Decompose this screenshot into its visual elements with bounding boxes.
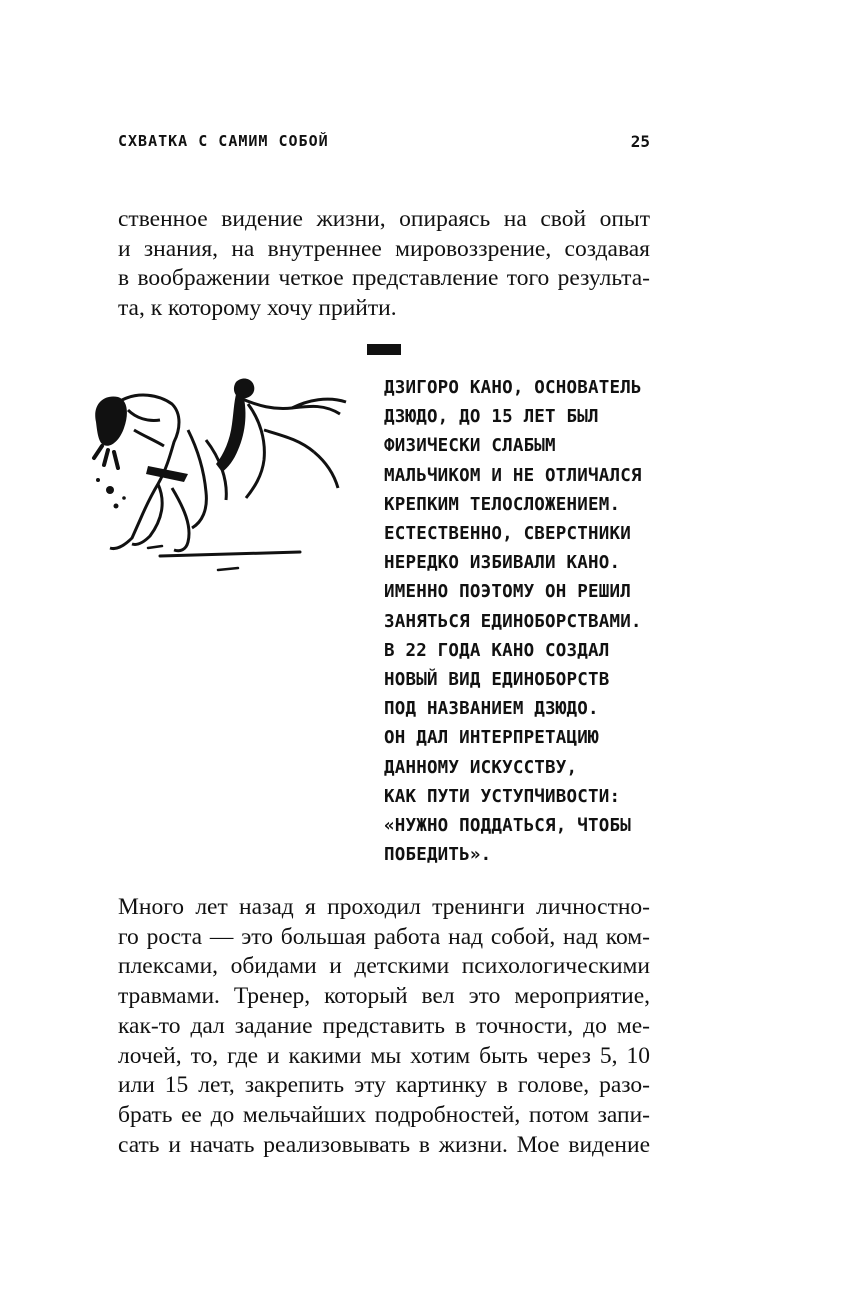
callout-line: ДЗИГОРО КАНО, ОСНОВАТЕЛЬ	[384, 378, 642, 398]
callout-line: ОН ДАЛ ИНТЕРПРЕТАЦИЮ	[384, 728, 599, 749]
text-line: и знания, на внутреннее мировоззрение, создавая	[118, 235, 650, 262]
opponent-dark-sleeve	[216, 388, 245, 472]
text-line: плексами, обидами и детскими психологическими	[118, 953, 650, 980]
text-line: или 15 лет, закрепить эту картинку в голове, разо-	[118, 1072, 650, 1099]
callout-line: КАК ПУТИ УСТУПЧИВОСТИ:	[384, 786, 621, 807]
callout-line: МАЛЬЧИКОМ И НЕ ОТЛИЧАЛСЯ	[384, 465, 642, 486]
callout-line: КРЕПКИМ ТЕЛОСЛОЖЕНИЕМ.	[384, 494, 621, 515]
callout-line: В 22 ГОДА КАНО СОЗДАЛ	[384, 640, 610, 661]
text-line: как-то дал задание представить в точности, до ме-	[118, 1012, 650, 1039]
running-title: СХВАТКА С САМИМ СОБОЙ	[118, 132, 329, 150]
ground-stroke	[160, 552, 300, 556]
text-line: го роста — это большая работа над собой, над ком-	[118, 923, 650, 950]
callout-line: ПОБЕДИТЬ».	[384, 845, 492, 866]
thrower-hair-strands	[94, 446, 118, 468]
thrower-head	[95, 396, 127, 445]
ground-stroke	[218, 568, 238, 570]
text-line: травмами. Тренер, который вел это мероприятие,	[118, 983, 650, 1010]
ink-splatter	[114, 504, 119, 509]
text-line: ственное видение жизни, опираясь на свой опыт	[118, 206, 650, 232]
opponent-body-center	[188, 430, 226, 528]
judo-throw-illustration-icon	[88, 370, 358, 585]
callout-line: «НУЖНО ПОДДАТЬСЯ, ЧТОБЫ	[384, 816, 631, 837]
callout-line: ДАННОМУ ИСКУССТВУ,	[384, 757, 578, 778]
callout-line: НЕРЕДКО ИЗБИВАЛИ КАНО.	[384, 553, 621, 574]
callout-line: НОВЫЙ ВИД ЕДИНОБОРСТВ	[384, 670, 610, 691]
sidebar-callout	[384, 374, 684, 870]
sidebar-marker-bar	[367, 344, 401, 355]
thrower-arm	[128, 410, 164, 446]
ink-splatter	[106, 486, 114, 494]
callout-line: ДЗЮДО, ДО 15 ЛЕТ БЫЛ	[384, 407, 599, 428]
callout-line: ЕСТЕСТВЕННО, СВЕРСТНИКИ	[384, 524, 631, 545]
ground-stroke	[148, 546, 162, 548]
callout-line: ФИЗИЧЕСКИ СЛАБЫМ	[384, 436, 556, 457]
ink-splatter	[122, 496, 126, 500]
text-line: та, к которому хочу прийти.	[118, 295, 397, 322]
body-paragraph-top	[118, 205, 650, 324]
body-paragraph-bottom	[118, 893, 650, 1160]
text-line: брать ее до мельчайших подробностей, потом запи-	[118, 1101, 650, 1128]
page-number: 25	[630, 132, 650, 151]
opponent-gi	[240, 398, 340, 498]
callout-line: ИМЕННО ПОЭТОМУ ОН РЕШИЛ	[384, 582, 631, 603]
text-line: Много лет назад я проходил тренинги личностно-	[118, 894, 650, 920]
callout-line: ПОД НАЗВАНИЕМ ДЗЮДО.	[384, 699, 599, 720]
text-line: лочей, то, где и какими мы хотим быть через 5, 10	[118, 1042, 650, 1069]
text-line: сать и начать реализовывать в жизни. Мое видение	[118, 1131, 650, 1158]
ink-splatter	[96, 478, 100, 482]
thrower-belt	[146, 466, 188, 482]
text-line: в воображении четкое представление того результа-	[118, 265, 650, 292]
callout-line: ЗАНЯТЬСЯ ЕДИНОБОРСТВАМИ.	[384, 611, 642, 632]
